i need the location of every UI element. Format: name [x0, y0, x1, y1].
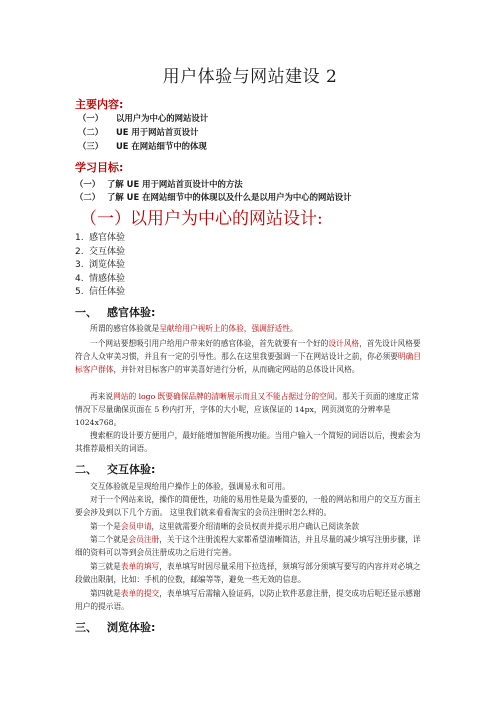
main-content-item-2: （二） UE 用于网站首页设计 — [78, 127, 199, 137]
interaction-paragraph-6: 第四就是表单的提交，表单填写后需输入验证码，以防止软件恶意注册，提交成功后呢还显示感谢用户的提示语。 — [75, 589, 421, 612]
list-item: 2. 交互体验 — [75, 246, 126, 257]
interaction-paragraph-3: 第一个是会员申请，这里就需要介绍清晰的会员权责并提示用户确认已阅读条款 — [90, 522, 360, 531]
browse-heading: 三、 浏览体验: — [75, 621, 156, 634]
interaction-paragraph-1: 交互体验就是呈现给用户操作上的体验，强调易永和可用。 — [90, 482, 290, 491]
interaction-heading: 二、 交互体验: — [75, 463, 156, 476]
main-content-item-3: （三） UE 在网站细节中的体现 — [78, 141, 207, 151]
page-title: 用户体验与网站建设 2 — [162, 67, 338, 87]
interaction-paragraph-4: 第二个就是会员注册，关于这个注册流程大家都希望清晰简洁，并且尽量的减少填写注册步骤，详细的资料可以等到会员注册成功之后进行完善。 — [75, 535, 421, 558]
sensory-paragraph-2: 一个网站要想吸引用户给用户带来好的感官体验，首先就要有一个好的设计风格，首先设计风格要符合人众审美习惯，并且有一定的引导性。那么在这里我要强调一下在网站设计之前，你必须要明确目标客户群体，并针对目标客户的审美喜好进行分析，从而确定网站的总体设计风格。 — [75, 339, 421, 375]
experience-list — [75, 232, 125, 300]
section-one-heading: （一）以用户为中心的网站设计: — [80, 209, 323, 229]
list-item: 3. 浏览体验 — [75, 260, 126, 271]
sensory-heading: 一、 感官体验: — [75, 306, 156, 319]
sensory-paragraph-3: 再来说网站的 logo 既要确保品牌的清晰展示而且又不能占据过分的空间。那关于页面的速度正常情况下尽量确保页面在 5 秒内打开，字体的大小呢，应该保证的 14px，网页浏览的分辨率是 1024x768。 — [75, 392, 420, 428]
list-item: 5. 信任体验 — [75, 287, 126, 298]
list-item: 1. 感官体验 — [75, 233, 126, 243]
goals-item-1: （一） 了解 UE 用于网站首页设计中的方法 — [75, 179, 243, 189]
sensory-paragraph-1: 所谓的感官体验就是呈献给用户视听上的体验，强调舒适性。 — [90, 324, 298, 333]
sensory-paragraph-4: 搜索框的设计要方便用户，最好能增加智能所搜功能。当用户输入一个简短的词语以后，搜索会为其推荐最相关的词语。 — [75, 431, 421, 454]
main-content-item-1: （一） 以用户为中心的网站设计 — [78, 113, 209, 123]
goals-heading: 学习目标: — [75, 161, 124, 174]
main-content-heading: 主要内容: — [75, 98, 124, 111]
list-item: 4. 情感体验 — [75, 273, 126, 284]
interaction-paragraph-2: 对于一个网站来说，操作的简便性，功能的易用性是最为重要的，一般的网站和用户的交互方面主要会涉及到以下几个方面。 这里我们就来看看淘宝的会员注册时怎么样的。 — [75, 495, 421, 518]
goals-item-2: （二） 了解 UE 在网站细节中的体现以及什么是以用户为中心的网站设计 — [75, 192, 352, 202]
interaction-paragraph-5: 第三就是表单的填写，表单填写时因尽量采用下拉选择，须填写部分须填写要写的内容并对必填之段做出限制，比如：手机的位数，邮编等等，避免一些无效的信息。 — [75, 562, 421, 585]
